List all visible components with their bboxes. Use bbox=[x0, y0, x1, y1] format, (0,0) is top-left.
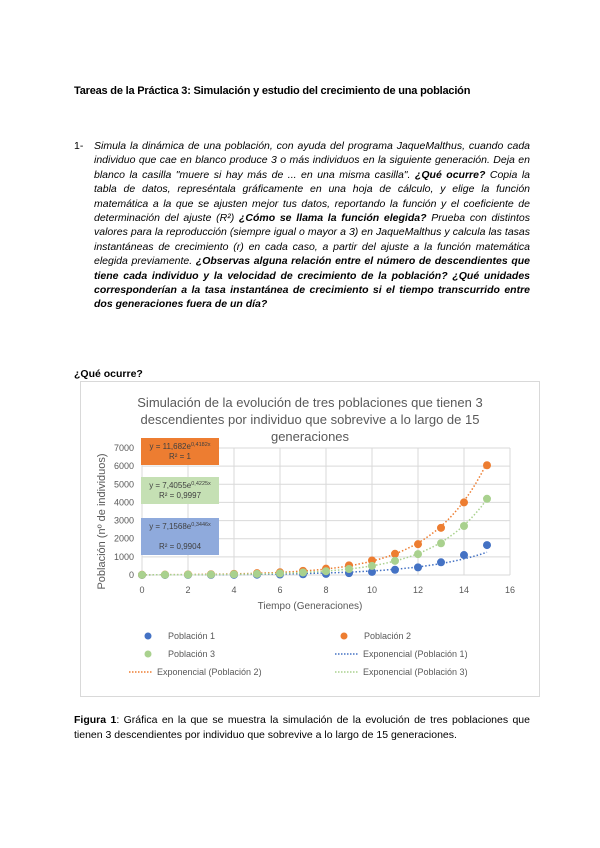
y-tick-label: 2000 bbox=[113, 533, 134, 544]
data-point bbox=[460, 551, 468, 559]
y-tick-label: 1000 bbox=[113, 551, 134, 562]
data-point bbox=[368, 562, 376, 570]
x-tick-label: 6 bbox=[277, 585, 283, 595]
y-tick-label: 7000 bbox=[113, 443, 134, 453]
data-point bbox=[437, 558, 445, 566]
legend-label: Exponencial (Población 3) bbox=[363, 667, 468, 677]
data-point bbox=[437, 539, 445, 547]
data-point bbox=[207, 571, 215, 579]
x-tick-label: 12 bbox=[412, 585, 424, 595]
equation-text: $y = 11,682e^{0,4182x}$ bbox=[149, 442, 211, 451]
data-point bbox=[460, 522, 468, 530]
data-point bbox=[184, 571, 192, 579]
legend-label: Exponencial (Población 2) bbox=[157, 667, 262, 677]
data-point bbox=[414, 540, 422, 548]
legend-label: Exponencial (Población 1) bbox=[363, 649, 468, 659]
data-point bbox=[391, 566, 399, 574]
r2-text: R² = 0,9997 bbox=[158, 491, 202, 500]
x-axis-label: Tiempo (Generaciones) bbox=[257, 601, 363, 612]
task-text-segment: ¿Cómo se llama la función elegida? bbox=[238, 212, 427, 225]
legend-label: Población 3 bbox=[168, 649, 216, 659]
chart-svg bbox=[81, 382, 539, 696]
legend-marker bbox=[341, 633, 348, 640]
chart-title: generaciones bbox=[270, 429, 350, 444]
x-tick-label: 14 bbox=[458, 585, 470, 595]
x-tick-label: 8 bbox=[323, 585, 329, 595]
data-point bbox=[414, 550, 422, 558]
y-axis-label: Población (nº de individuos) bbox=[96, 453, 108, 590]
data-point bbox=[322, 567, 330, 575]
task-number: 1- bbox=[74, 140, 84, 152]
data-point bbox=[345, 565, 353, 573]
data-point bbox=[483, 495, 491, 503]
y-tick-label: 6000 bbox=[113, 461, 134, 472]
r2-text: R² = 1 bbox=[168, 452, 192, 461]
data-point bbox=[161, 571, 169, 579]
data-point bbox=[483, 461, 491, 469]
data-point bbox=[391, 550, 399, 558]
legend-label: Población 1 bbox=[168, 631, 216, 641]
data-point bbox=[483, 541, 491, 549]
data-point bbox=[299, 568, 307, 576]
equation-text: $y = 7,4055e^{0,4225x}$ bbox=[149, 481, 211, 490]
task-text-segment: ¿Qué ocurre? bbox=[414, 168, 486, 181]
data-point bbox=[276, 569, 284, 577]
x-tick-label: 10 bbox=[366, 585, 378, 595]
task-text-segment: Prueba con distintos valores para la reproducción (siempre igual o mayor a 3) en JaqueMalthus y calcula las tasas instantáneas de crecimiento (r) en cada caso, a partir del ajuste a la función matemática elegida previamente. bbox=[94, 212, 530, 268]
equation-text: $y = 7,1568e^{0,3446x}$ bbox=[149, 522, 211, 531]
figure-caption bbox=[74, 713, 530, 743]
chart-title: Simulación de la evolución de tres poblaciones que tienen 3 bbox=[137, 395, 483, 410]
y-tick-label: 5000 bbox=[113, 479, 134, 490]
task-1 bbox=[74, 139, 530, 312]
x-tick-label: 4 bbox=[231, 585, 237, 595]
y-tick-label: 3000 bbox=[113, 515, 134, 526]
chart bbox=[80, 381, 540, 697]
x-tick-label: 16 bbox=[504, 585, 516, 595]
data-point bbox=[230, 570, 238, 578]
x-tick-label: 2 bbox=[185, 585, 191, 595]
task-body bbox=[94, 139, 530, 312]
data-point bbox=[460, 498, 468, 506]
y-tick-label: 0 bbox=[128, 570, 134, 580]
data-point bbox=[391, 557, 399, 565]
legend-label: Población 2 bbox=[364, 631, 412, 641]
r2-text: R² = 0,9904 bbox=[158, 542, 202, 551]
data-point bbox=[437, 524, 445, 532]
x-tick-label: 0 bbox=[139, 585, 145, 595]
legend-marker bbox=[145, 651, 152, 658]
data-point bbox=[414, 563, 422, 571]
task-text-segment: ¿Observas alguna relación entre el número de descendientes que tiene cada individuo y la velocidad de crecimiento de la población? ¿Qué unidades corresponderían a la tasa instantánea de crecimiento si el tiempo transcurrido entre dos generaciones fuera de un día? bbox=[94, 255, 530, 311]
chart-title: descendientes por individuo que sobrevive a lo largo de 15 bbox=[140, 412, 480, 427]
legend-marker bbox=[145, 633, 152, 640]
task-text-segment: Copia la tabla de datos, represéntala gráficamente en una hoja de cálculo, y elige la función matemática a la que se ajusten mejor tus datos, reportando la función y el coeficiente de determinación del ajuste (R²) bbox=[94, 168, 530, 225]
document-title: Tareas de la Práctica 3: Simulación y estudio del crecimiento de una población bbox=[74, 85, 471, 97]
question-heading: ¿Qué ocurre? bbox=[74, 368, 143, 380]
task-text-segment: Simula la dinámica de una población, con ayuda del programa JaqueMalthus, cuando cada individuo que cae en blanco produce 3 o más individuos en la siguiente generación. Deja en blanco la casilla "muere si hay más de ... en una misma casilla". bbox=[94, 140, 530, 181]
data-point bbox=[138, 571, 146, 579]
y-tick-label: 4000 bbox=[113, 497, 134, 508]
data-point bbox=[253, 570, 261, 578]
caption-label: Figura 1 bbox=[74, 714, 117, 726]
caption-text: : Gráfica en la que se muestra la simulación de la evolución de tres poblaciones que tienen 3 descendientes por individuo que sobrevive a lo largo de 15 generaciones. bbox=[74, 714, 530, 741]
